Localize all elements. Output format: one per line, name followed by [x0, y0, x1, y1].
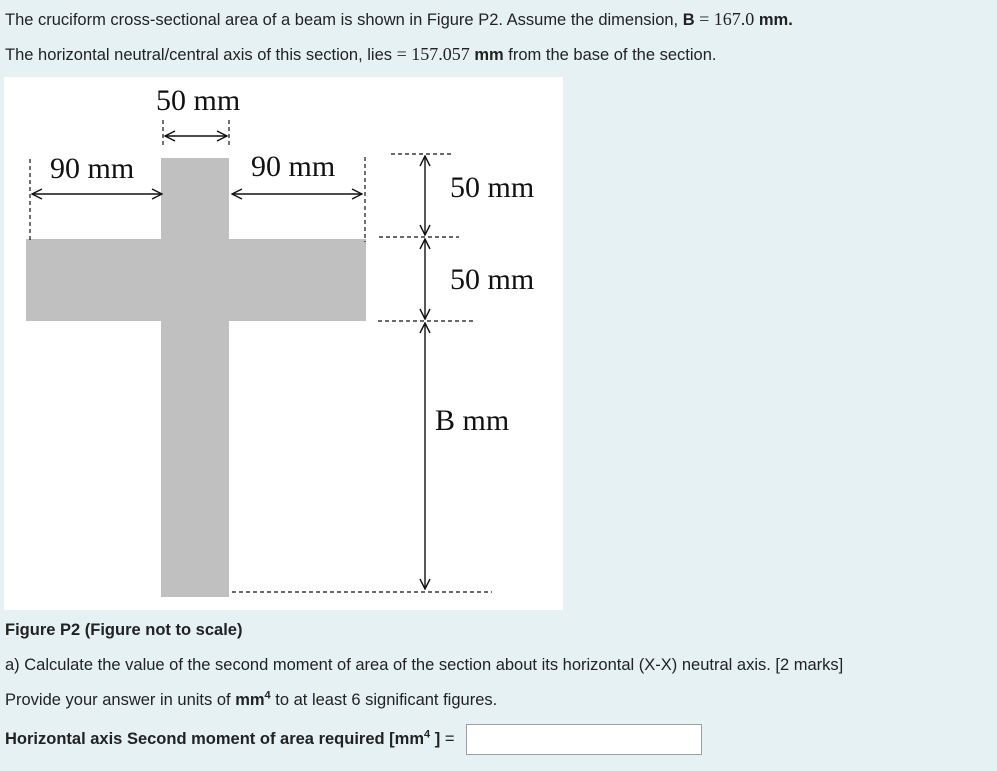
problem-statement-line-2 [5, 44, 717, 65]
left-flange-label: 90 mm [50, 152, 135, 185]
figure-caption: Figure P2 (Figure not to scale) [5, 621, 243, 639]
answer-equals: = [440, 730, 455, 748]
instruction-prefix: Provide your answer in units of [5, 691, 236, 709]
dimension-variable: B [682, 11, 695, 29]
instruction-unit-sup: 4 [264, 689, 271, 702]
line2-equals: = [396, 44, 412, 64]
neutral-axis-value: 157.057 [411, 44, 470, 64]
line2-suffix: from the base of the section. [503, 46, 717, 64]
problem-statement-line-1 [5, 9, 793, 30]
answer-label-text [5, 730, 440, 748]
answer-input[interactable] [466, 724, 702, 755]
dimension-value: 167.0 [713, 9, 755, 29]
line2-prefix: The horizontal neutral/central axis of this section, lies [5, 46, 397, 64]
cruciform-section-diagram [4, 77, 563, 610]
neutral-axis-unit: mm [469, 46, 504, 64]
top-height-label: 50 mm [450, 171, 535, 204]
answer-instruction [5, 691, 497, 710]
flange-height-label: 50 mm [450, 263, 535, 296]
top-width-label: 50 mm [156, 84, 241, 117]
answer-label-suffix: ] [430, 730, 441, 748]
dimension-unit: mm. [754, 11, 793, 29]
instruction-unit [235, 691, 270, 709]
instruction-unit-base: mm [235, 691, 265, 709]
right-flange-label: 90 mm [251, 150, 336, 183]
figure-p2 [4, 77, 563, 610]
question-text: a) Calculate the value of the second moment of area of the section about its horizontal (X-X) neutral axis. [2 marks] [5, 656, 844, 674]
instruction-suffix: to at least 6 significant figures. [270, 691, 498, 709]
web-rectangle [161, 158, 229, 597]
line1-prefix: The cruciform cross-sectional area of a beam is shown in Figure P2. Assume the dimension, [5, 11, 683, 29]
bottom-height-label: B mm [435, 404, 510, 437]
answer-label-sup: 4 [424, 728, 431, 741]
line1-equals: = [694, 9, 714, 29]
answer-label [5, 730, 454, 749]
flange-rectangle [26, 239, 366, 321]
answer-label-prefix: Horizontal axis Second moment of area required [mm [5, 730, 425, 748]
